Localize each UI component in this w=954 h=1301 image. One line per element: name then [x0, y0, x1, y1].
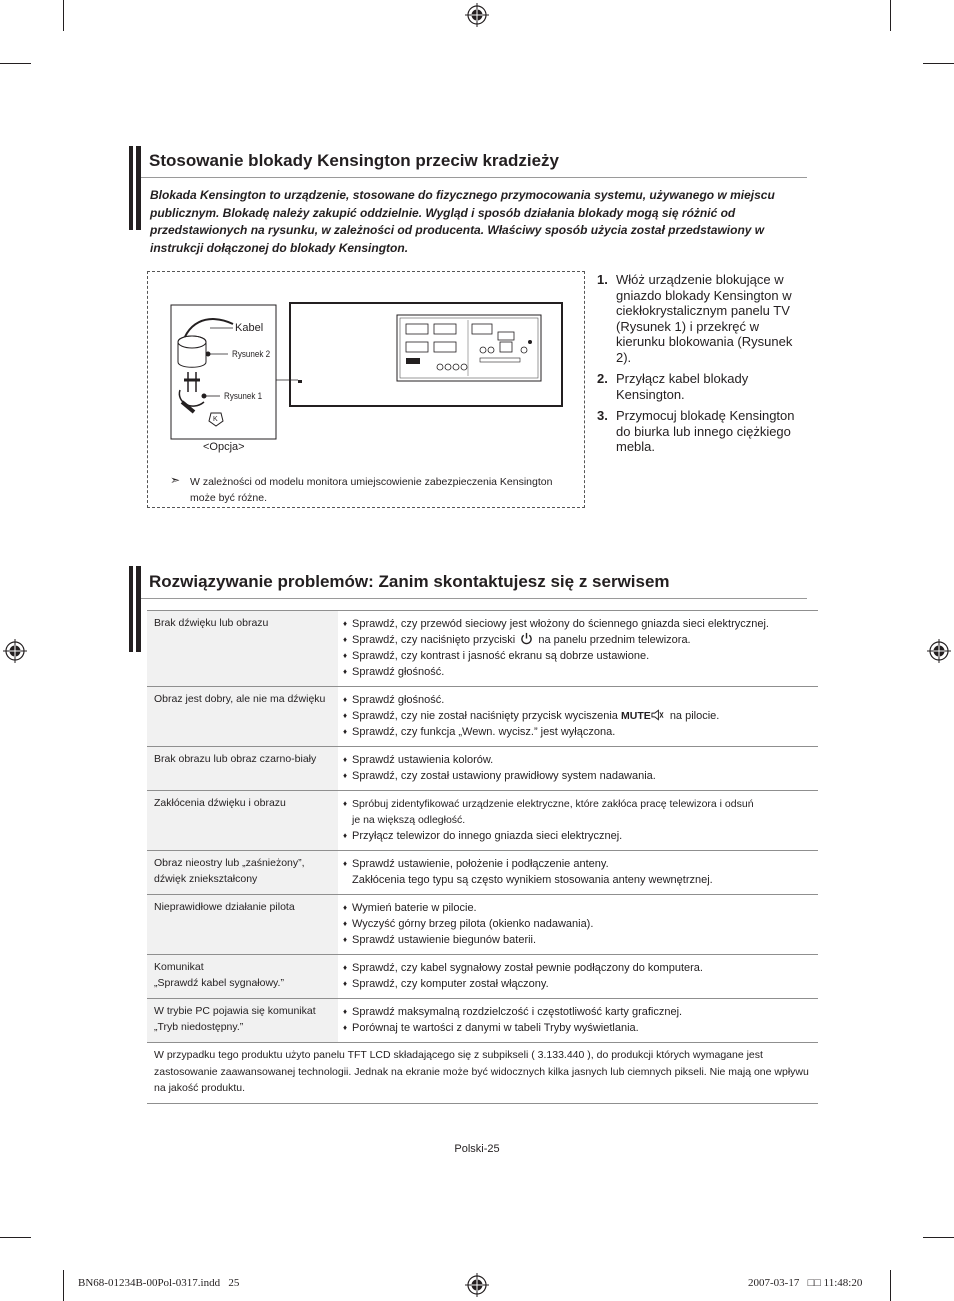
registration-mark-icon	[465, 3, 489, 27]
rysunek1-label: Rysunek 1	[224, 391, 263, 402]
table-row	[147, 791, 818, 851]
table-row	[147, 687, 818, 747]
steps-list	[597, 272, 807, 461]
solution-cell: ♦ Sprawdź głośność. ♦ Sprawdź, czy nie został naciśnięty przycisk wyciszenia MUTE na pilocie. ♦ Sprawdź, czy funkcja „Wewn. wycisz.” jest wyłączona.	[338, 687, 818, 747]
registration-mark-icon	[465, 1273, 489, 1297]
section-rule	[141, 598, 807, 599]
file-slug: BN68-01234B-00Pol-0317.indd 25	[78, 1277, 240, 1289]
kensington-figure	[147, 271, 585, 508]
opcja-label: <Opcja>	[203, 441, 245, 453]
figure-note: W zależności od modelu monitora umiejscowienie zabezpieczenia Kensington może być różne.	[190, 476, 553, 504]
registration-mark-icon	[3, 639, 27, 663]
kensington-lock-icon	[209, 413, 223, 426]
problem-cell: Brak obrazu lub obraz czarno-biały	[147, 747, 338, 791]
table-row	[147, 895, 818, 955]
mute-label: MUTE	[621, 710, 651, 722]
solution-cell: ♦ Sprawdź, czy przewód sieciowy jest włożony do ściennego gniazda sieci elektrycznej. ♦ Sprawdź, czy naciśnięto przyciski na panelu przednim telewizora. ♦ Sprawdź, czy kontrast i jasność ekranu są dobrze ustawione. ♦ Sprawdź głośność.	[338, 611, 818, 687]
crop-mark	[0, 1237, 31, 1238]
troubleshooting-table	[147, 610, 818, 1104]
mute-speaker-icon	[651, 709, 664, 721]
section-bar	[129, 146, 133, 230]
registration-mark-icon	[927, 639, 951, 663]
problem-cell: Obraz nieostry lub „zaśnieżony”, dźwięk zniekształcony	[147, 851, 338, 895]
problem-cell: W trybie PC pojawia się komunikat „Tryb niedostępny.”	[147, 999, 338, 1043]
solution-cell: ♦ Sprawdź ustawienia kolorów. ♦ Sprawdź, czy został ustawiony prawidłowy system nadawania.	[338, 747, 818, 791]
crop-mark	[890, 1270, 891, 1301]
list-item: 2. Przyłącz kabel blokady Kensington.	[597, 371, 749, 402]
table-row	[147, 1043, 818, 1104]
problem-cell: Komunikat „Sprawdź kabel sygnałowy.”	[147, 955, 338, 999]
problem-cell: Zakłócenia dźwięku i obrazu	[147, 791, 338, 851]
table-row	[147, 999, 818, 1043]
rysunek2-label: Rysunek 2	[232, 349, 271, 360]
section-bar	[136, 566, 141, 652]
crop-mark	[63, 1270, 64, 1301]
solution-cell: ♦ Wymień baterie w pilocie. ♦ Wyczyść górny brzeg pilota (okienko nadawania). ♦ Sprawdź ustawienie biegunów baterii.	[338, 895, 818, 955]
kensington-lock-illustration	[148, 272, 584, 508]
table-row	[147, 851, 818, 895]
panel-note: W przypadku tego produktu użyto panelu TFT LCD składającego się z subpikseli ( 3.133.440 ), do produkcji których wymagane jest zastosowanie zaawansowanej technologii. Jednak na ekranie może być widocznych kilka jasnych lub ciemnych pikseli. Nie mają one wpływu na jakość produktu.	[147, 1043, 818, 1104]
problem-cell: Nieprawidłowe działanie pilota	[147, 895, 338, 955]
note-arrow-icon: ➣	[170, 473, 181, 487]
solution-cell: ♦ Sprawdź maksymalną rozdzielczość i częstotliwość karty graficznej. ♦ Porównaj te wartości z danymi w tabeli Tryby wyświetlania.	[338, 999, 818, 1043]
solution-cell: ♦ Sprawdź ustawienie, położenie i podłączenie anteny. Zakłócenia tego typu są często wynikiem stosowania anteny wewnętrznej.	[338, 851, 818, 895]
table-row	[147, 747, 818, 791]
table-row	[147, 955, 818, 999]
table-row	[147, 611, 818, 687]
page-number: Polski-25	[454, 1143, 500, 1155]
section-title: Stosowanie blokady Kensington przeciw kradzieży	[149, 151, 559, 170]
list-item: 3. Przymocuj blokadę Kensington do biurka lub innego ciężkiego mebla.	[597, 408, 795, 454]
section-rule	[141, 177, 807, 178]
svg-text:K: K	[213, 416, 218, 423]
solution-cell: ♦ Sprawdź, czy kabel sygnałowy został pewnie podłączony do komputera. ♦ Sprawdź, czy komputer został włączony.	[338, 955, 818, 999]
crop-mark	[890, 0, 891, 31]
power-icon	[520, 632, 533, 645]
section-title: Rozwiązywanie problemów: Zanim skontaktujesz się z serwisem	[149, 572, 670, 591]
problem-cell: Obraz jest dobry, ale nie ma dźwięku	[147, 687, 338, 747]
section-bar	[129, 566, 133, 652]
list-item: 1. Włóż urządzenie blokujące w gniazdo blokady Kensington w ciekłokrystalicznym panelu TV (Rysunek 1) i przekręć w kierunku blokowania (Rysunek 2).	[597, 272, 793, 365]
crop-mark	[63, 0, 64, 31]
intro-text: Blokada Kensington to urządzenie, stosowane do fizycznego przymocowania systemu, używanego w miejscu publicznym. Blokadę należy zakupić oddzielnie. Wygląd i sposób działania blokady mogą się różnić od przedstawionych na rysunku, w zależności od producenta. Właściwy sposób użycia został przedstawiony w instrukcji dołączonej do blokady Kensington.	[150, 188, 775, 255]
kabel-label: Kabel	[235, 322, 264, 334]
crop-mark	[923, 1237, 954, 1238]
crop-mark	[0, 63, 31, 64]
crop-mark	[923, 63, 954, 64]
section-bar	[136, 146, 141, 230]
solution-cell: ♦ Spróbuj zidentyfikować urządzenie elektryczne, które zakłóca pracę telewizora i odsuń je na większą odległość. ♦ Przyłącz telewizor do innego gniazda sieci elektrycznej.	[338, 791, 818, 851]
date-slug: 2007-03-17 □□ 11:48:20	[748, 1277, 863, 1289]
problem-cell: Brak dźwięku lub obrazu	[147, 611, 338, 687]
